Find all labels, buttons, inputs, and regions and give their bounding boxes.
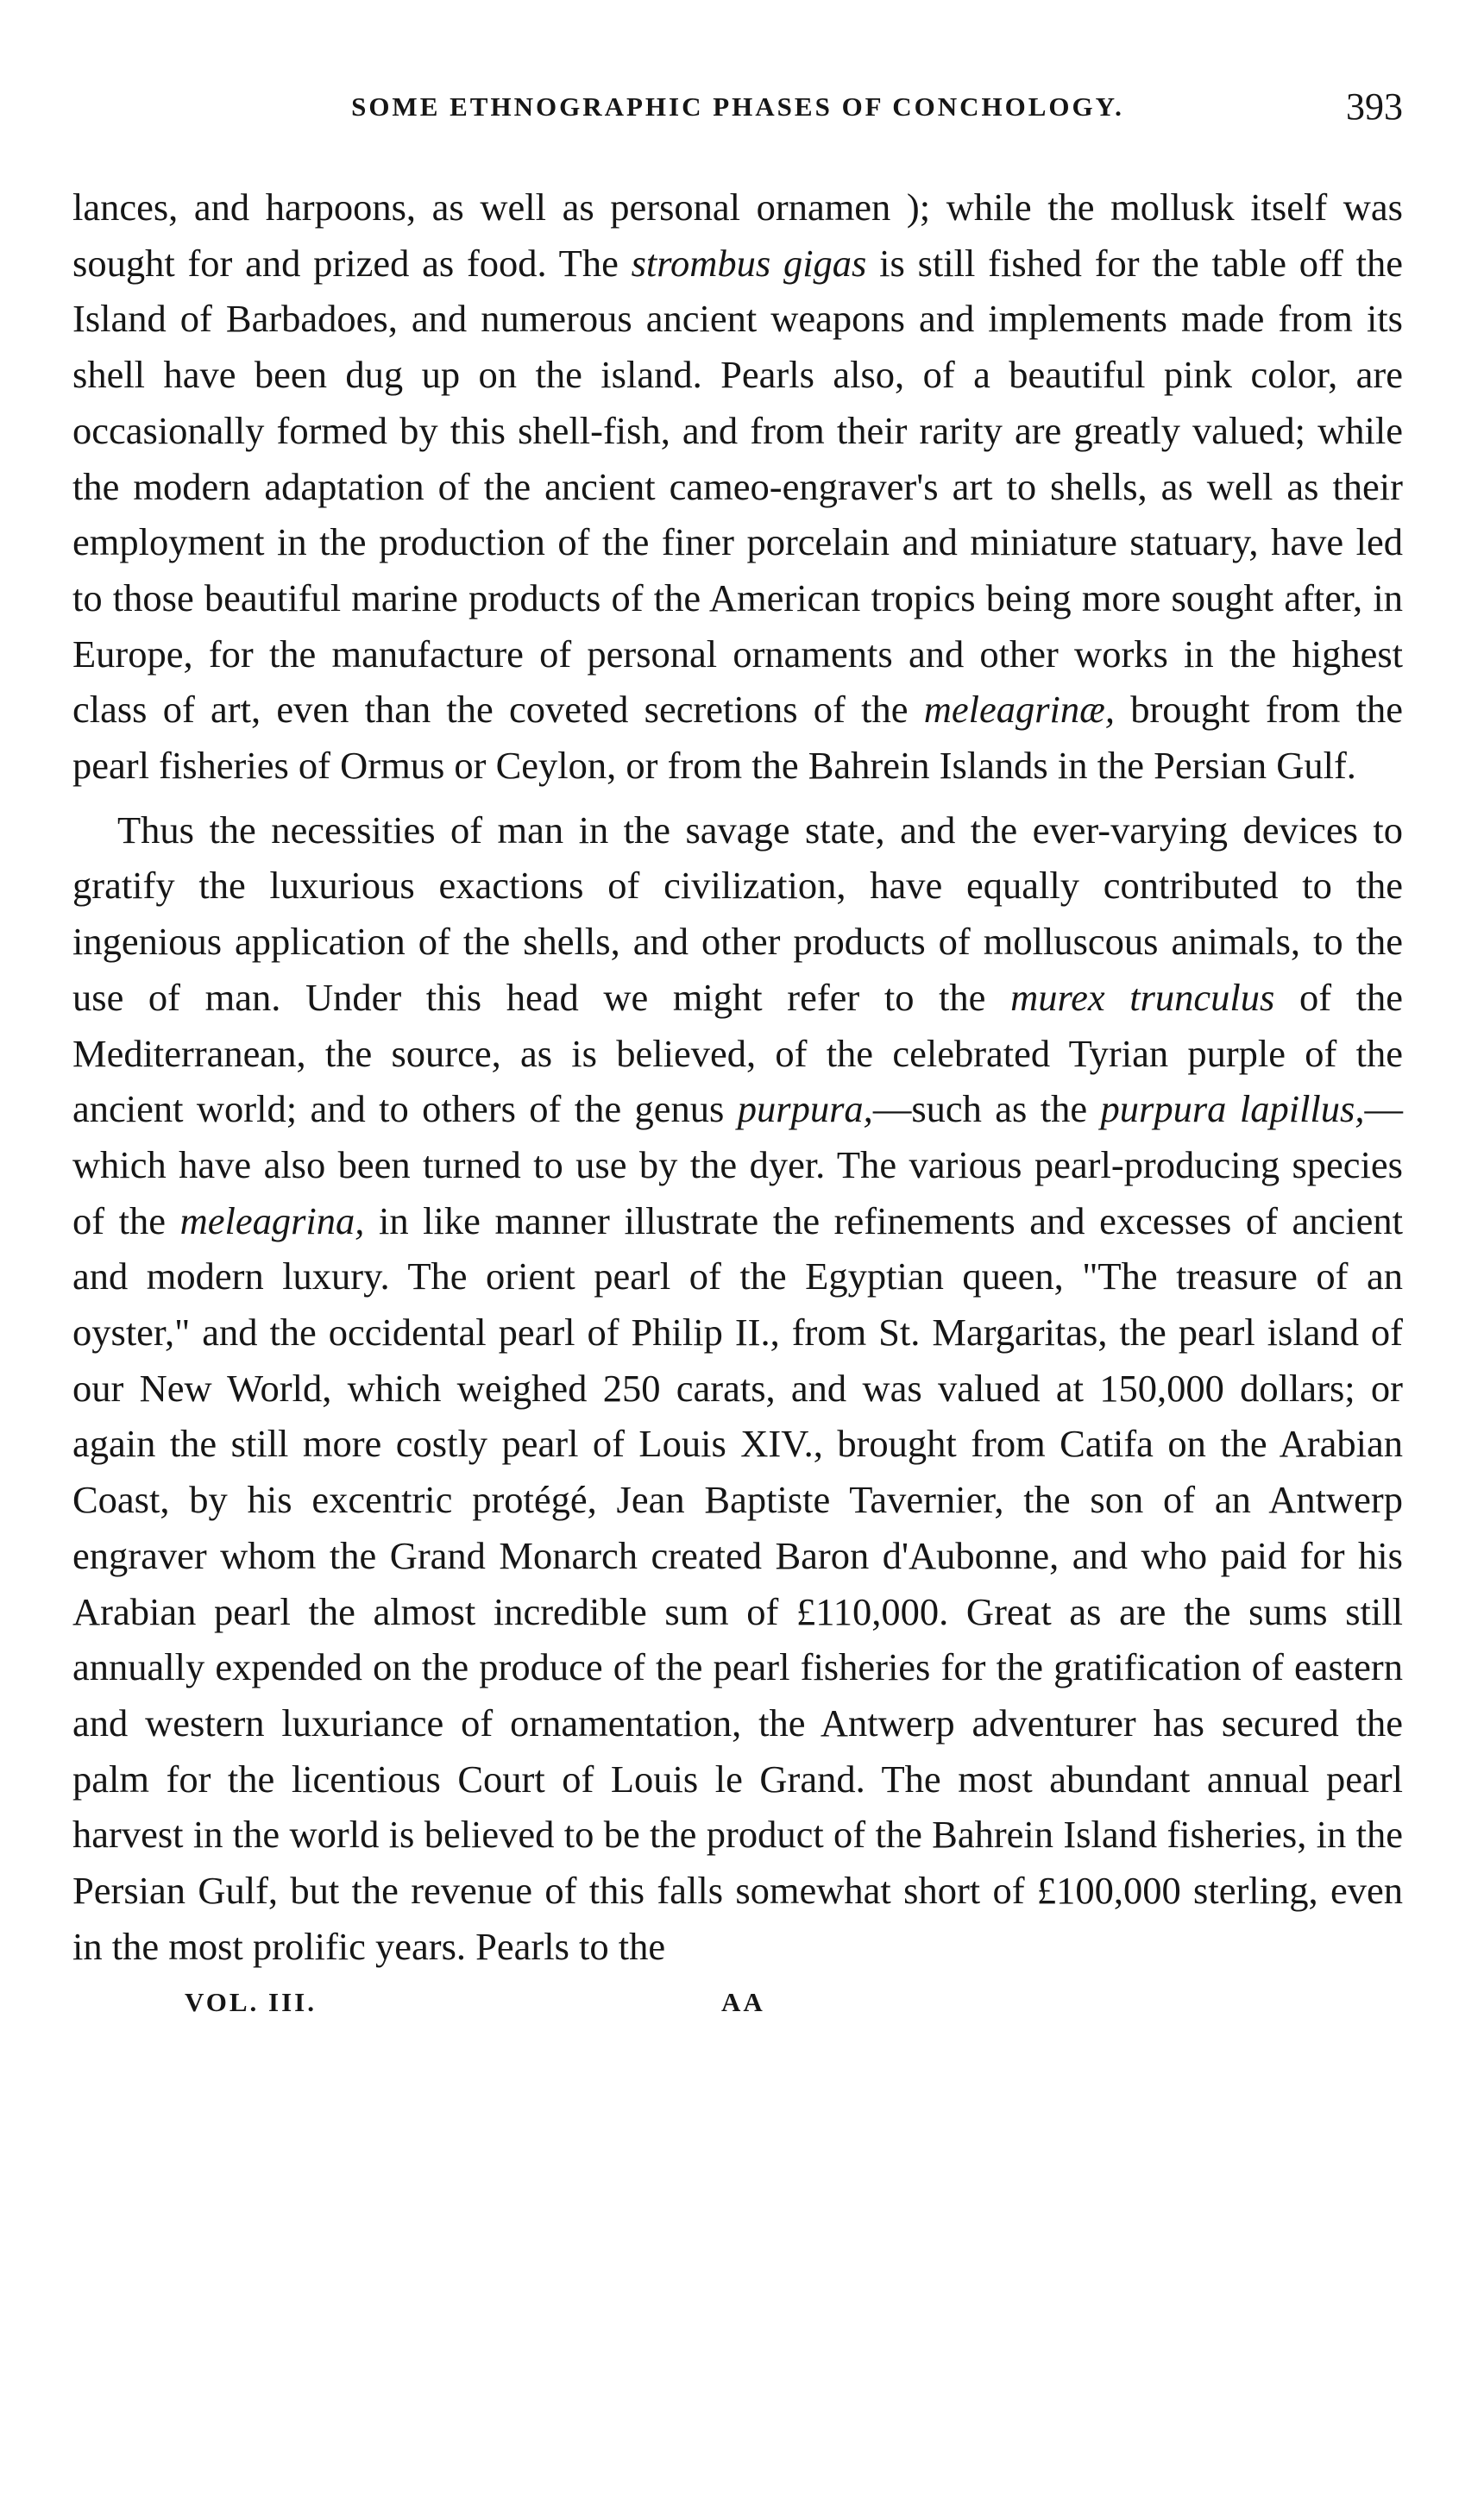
body-text [72,179,1403,1975]
text-run: in like manner illustrate the refinements and excesses of ancient and modern luxury. The orient pearl of the Egyptian queen, "The treasure of an oyster," and the occidental pearl of Philip II., from St. Margaritas, the pearl island of our New World, which weighed 250 carats, and was valued at 150,000 dollars; or again the still more costly pearl of Louis XIV., brought from Catifa on the Arabian Coast, by his excentric protégé, Jean Baptiste Tavernier, the son of an Antwerp engraver whom the Grand Monarch created Baron d'Aubonne, and who paid for his Arabian pearl the almost incredible sum of £110,000. Great as are the sums still annually expended on the produce of the pearl fisheries for the gratification of eastern and western luxuriance of ornamentation, the Antwerp adventurer has secured the palm for the licentious Court of Louis le Grand. The most abundant annual pearl harvest in the world is believed to be the product of the Bahrein Island fisheries, in the Persian Gulf, but the revenue of this falls somewhat short of £100,000 sterling, even in the most prolific years. Pearls to the [72,1198,1403,1968]
italic-term: murex trunculus [1010,975,1275,1019]
text-run: brought from the pearl fisheries of Ormus or Ceylon, or from the Bahrein Islands in the Persian Gulf. [72,688,1403,788]
italic-term: purpura, [737,1087,873,1131]
text-run: —which have also been turned to use by the dyer. The various pearl-producing species of the [72,1087,1403,1242]
italic-term: purpura lapillus, [1100,1087,1365,1131]
page-number: 393 [1346,85,1403,128]
text-run: —such as the [872,1087,1101,1131]
text-run: is still fished for the table off the Island of Barbadoes, and numerous ancient weapons and implements made from its shell have been dug up on the island. Pearls also, of a beautiful pink color, are occasionally formed by this shell-fish, and from their rarity are greatly valued; while the modern adaptation of the ancient cameo-engraver's art to shells, as well as their employment in the production of the finer porcelain and miniature statuary, have led to those beautiful marine products of the American tropics being more sought after, in Europe, for the manufacture of personal ornaments and other works in the highest class of art, even than the coveted secretions of the [72,241,1403,732]
italic-term: meleagrina, [179,1198,365,1242]
signature-mark: AA [721,1986,765,2017]
text-run: of the Mediterranean, the source, as is believed, of the celebrated Tyrian purple of the ancient world; and to others of the genus [72,975,1404,1131]
text-run: lances, and harpoons, as well as personal ornamen ); while the mollusk itself was sought for and prized as food. The [72,185,1403,285]
running-head [72,85,1403,138]
italic-term: strombus gigas [631,241,867,285]
signature-line [72,1984,1403,2027]
book-page [72,85,1403,2027]
running-title: SOME ETHNOGRAPHIC PHASES OF CONCHOLOGY. [351,91,1124,122]
text-run: Thus the necessities of man in the savage state, and the ever-varying devices to gratify the luxurious exactions of civilization, have equally contributed to the ingenious application of the shells, and other products of molluscous animals, to the use of man. Under this head we might refer to the [72,808,1403,1019]
paragraph [72,802,1403,1975]
italic-term: meleagrinæ, [923,688,1115,732]
paragraph [72,179,1403,794]
volume-mark: VOL. III. [185,1986,317,2017]
